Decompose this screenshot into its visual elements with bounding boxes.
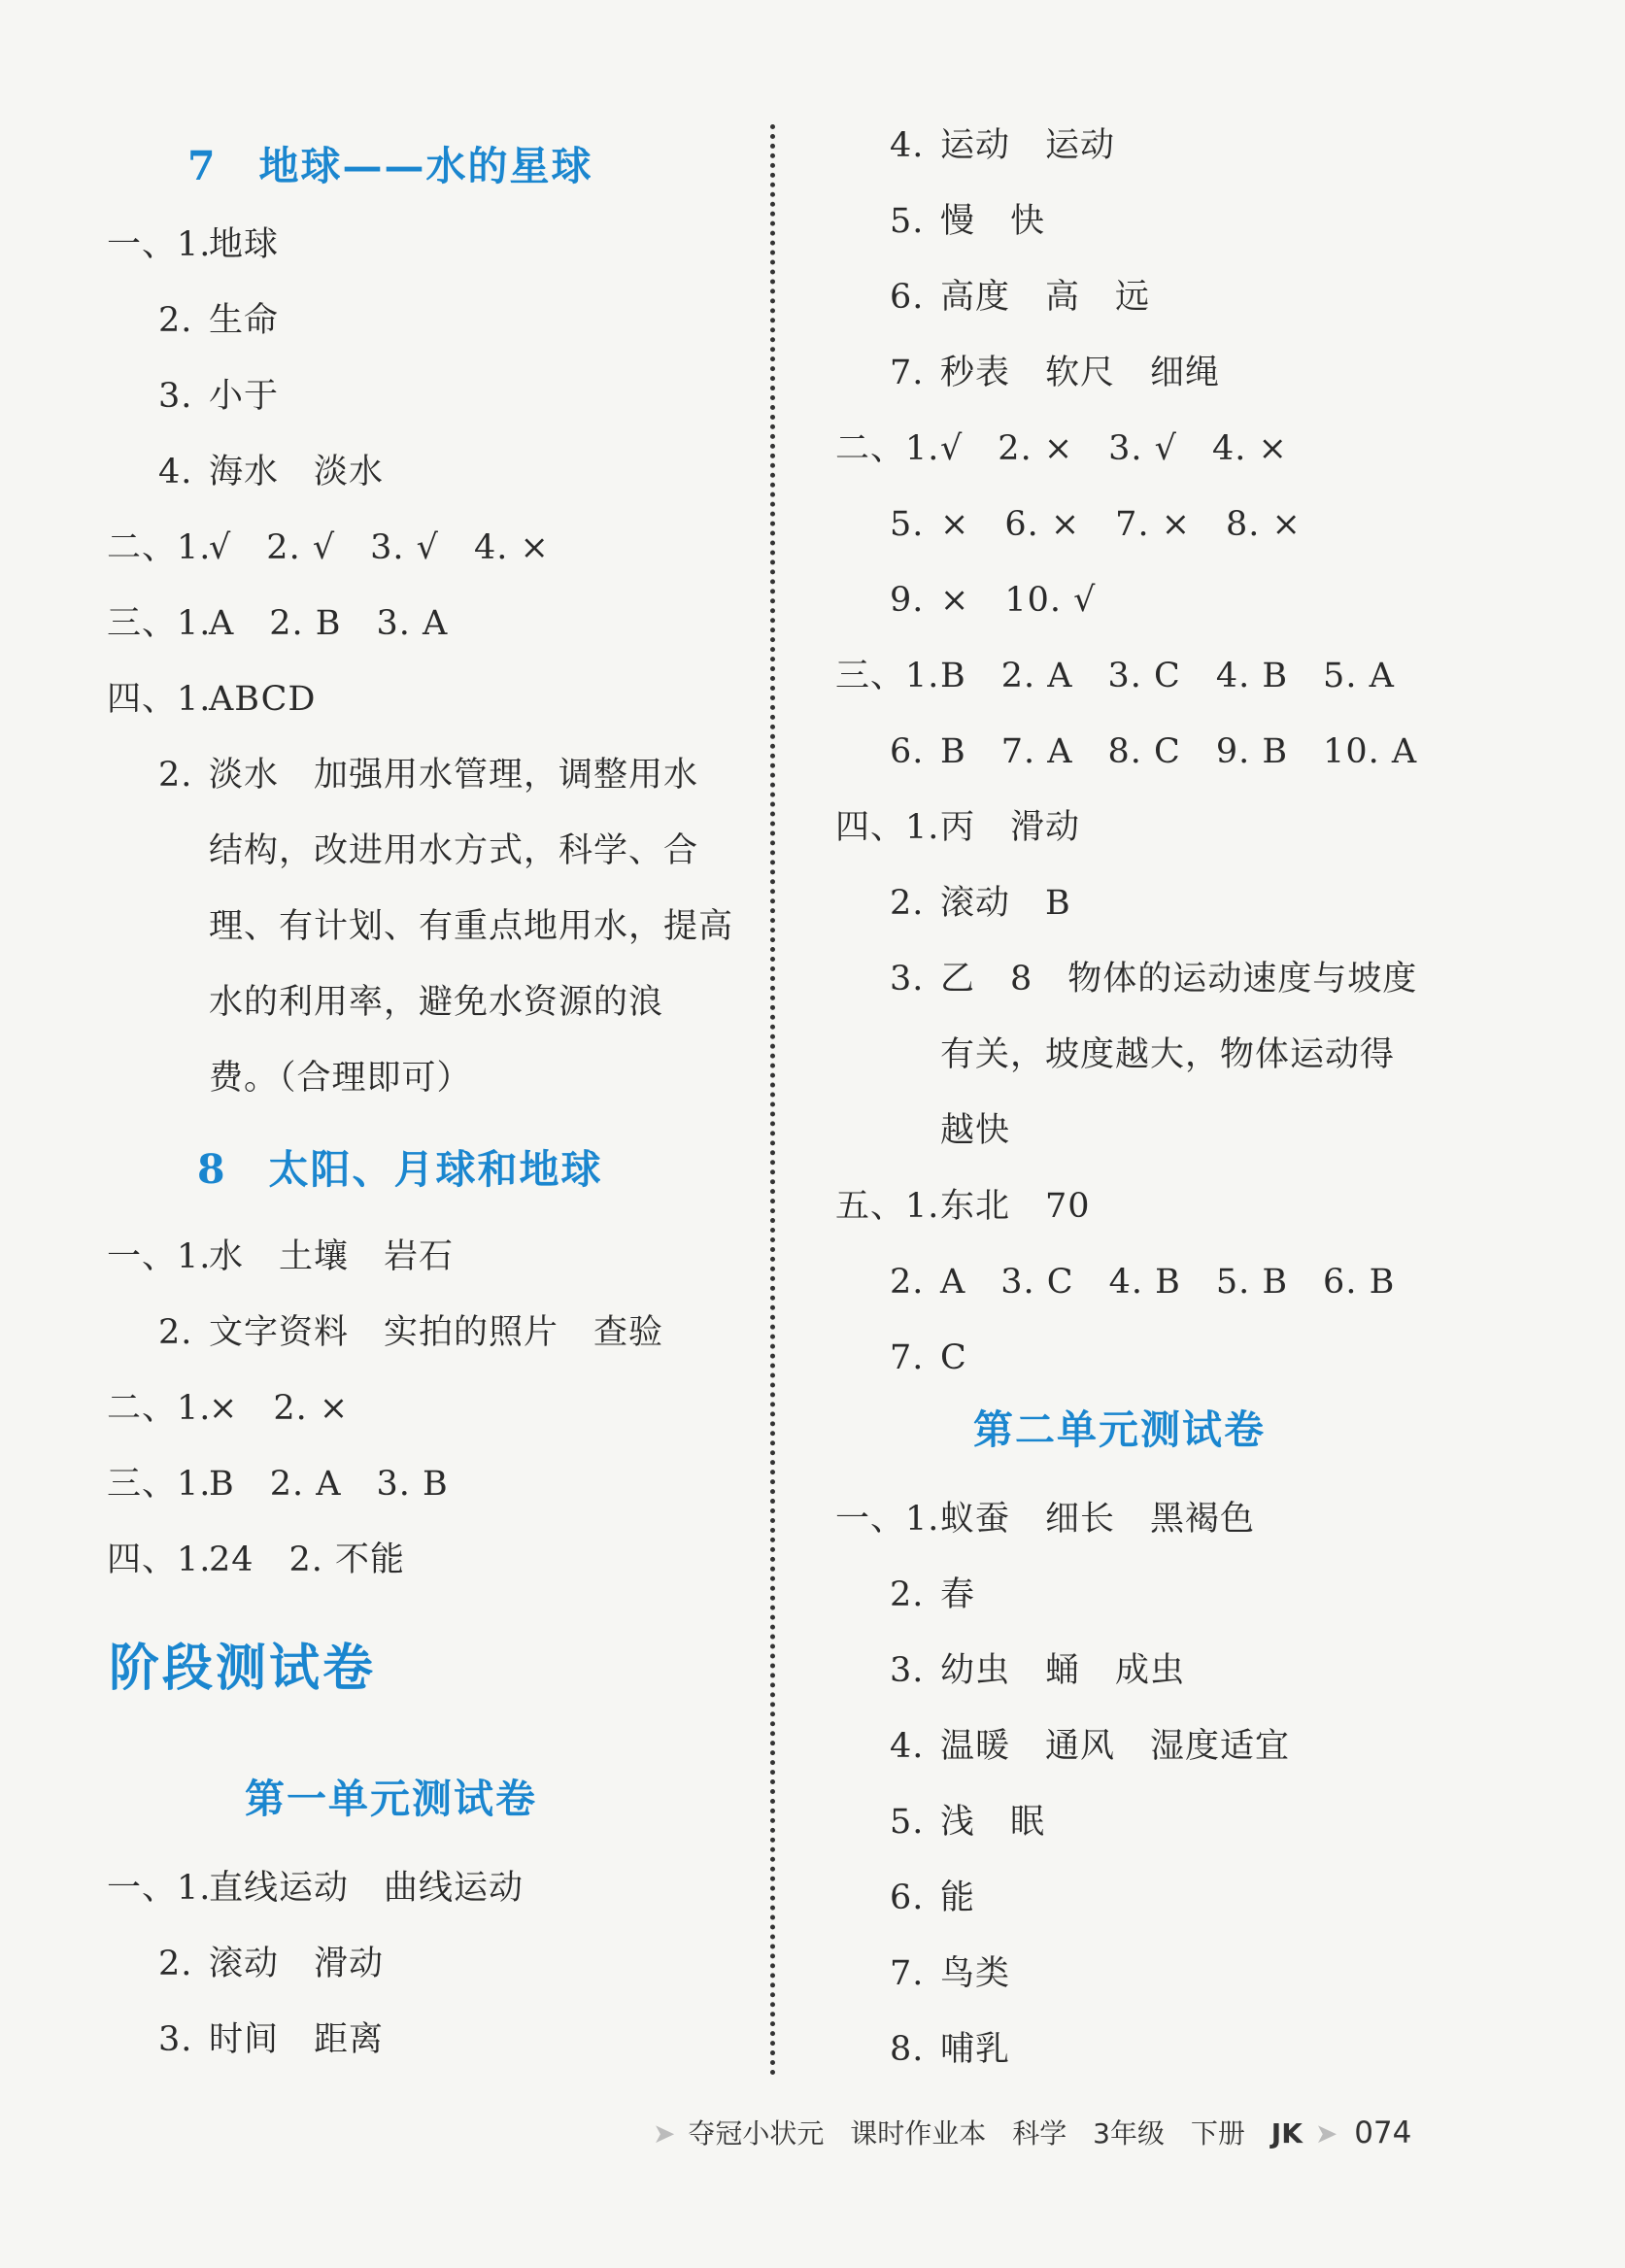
answer-line [107, 1867, 524, 1910]
answer-text: 秒表 软尺 细绳 [940, 354, 1221, 392]
answer-text: 滚动 B [940, 884, 1071, 923]
answer-label: 一、1. [107, 1237, 212, 1276]
answer-line [209, 1057, 472, 1100]
footer-grade: 3年级 [1093, 2117, 1165, 2150]
answer-label: 8. [890, 2030, 925, 2069]
answer-text: 费。（合理即可） [209, 1059, 472, 1098]
answer-label: 一、1. [107, 1869, 212, 1908]
page-number: 074 [1354, 2116, 1412, 2150]
answer-line [890, 1337, 967, 1379]
answer-line [890, 200, 1045, 243]
answer-line [158, 375, 279, 418]
answer-line [835, 427, 1288, 470]
answer-line [209, 981, 663, 1024]
answer-line [158, 754, 698, 796]
page-footer [653, 2114, 1429, 2153]
answer-text: 温暖 通风 湿度适宜 [940, 1727, 1291, 1766]
answer-line [107, 223, 279, 266]
section-title-7: 7 地球——水的星球 [187, 143, 593, 189]
answer-line [158, 2018, 384, 2061]
answer-line [107, 678, 317, 721]
stage-test-title: 阶段测试卷 [109, 1639, 377, 1698]
answer-text: √ 2. × 3. √ 4. × [940, 429, 1288, 468]
answer-text: 小于 [209, 377, 280, 416]
answer-line [890, 1877, 975, 1919]
answer-line [158, 1311, 663, 1354]
answer-line [107, 602, 448, 645]
answer-label: 2. [890, 1575, 925, 1614]
answer-label: 一、1. [107, 225, 212, 264]
answer-text: √ 2. √ 3. √ 4. × [209, 528, 550, 567]
answer-text: 文字资料 实拍的照片 查验 [209, 1313, 664, 1352]
answer-text: 慢 快 [940, 202, 1046, 241]
answer-text: 浅 眠 [940, 1803, 1046, 1842]
answer-text: 高度 高 远 [940, 278, 1151, 317]
answer-text: 滚动 滑动 [209, 1945, 385, 1983]
answer-line [890, 1801, 1045, 1844]
footer-subject: 科学 [1012, 2117, 1067, 2150]
answer-text: 直线运动 曲线运动 [209, 1869, 525, 1908]
answer-label: 一、1. [835, 1500, 940, 1539]
answer-line [107, 1236, 454, 1278]
answer-text: 生命 [209, 301, 280, 340]
answer-line [209, 829, 698, 872]
answer-line [890, 958, 1417, 1000]
answer-text: 乙 8 物体的运动速度与坡度 [940, 960, 1418, 999]
answer-line [835, 806, 1080, 849]
answer-text: 丙 滑动 [940, 808, 1081, 847]
answer-line [890, 579, 1096, 622]
answer-label: 4. [890, 1727, 925, 1766]
answer-line [890, 1574, 975, 1616]
answer-label: 四、1. [107, 1540, 212, 1579]
answer-line [890, 503, 1302, 546]
answer-text: 春 [940, 1575, 976, 1614]
answer-label: 5. [890, 505, 925, 544]
answer-text: 能 [940, 1879, 976, 1917]
answer-text: 水的利用率，避免水资源的浪 [209, 983, 664, 1022]
arrow-icon: ➤ [653, 2117, 676, 2150]
answer-label: 2. [158, 1313, 193, 1352]
answer-line [890, 352, 1220, 394]
answer-line [940, 1109, 1010, 1152]
answer-text: 淡水 加强用水管理，调整用水 [209, 756, 699, 795]
answer-text: 水 土壤 岩石 [209, 1237, 455, 1276]
answer-line [890, 1261, 1395, 1303]
answer-line [107, 1539, 405, 1581]
answer-line [835, 655, 1395, 697]
answer-line [890, 882, 1071, 925]
answer-text: B 7. A 8. C 9. B 10. A [940, 732, 1418, 771]
answer-line [107, 526, 550, 569]
answer-text: 运动 运动 [940, 126, 1116, 165]
answer-text: ABCD [209, 680, 317, 719]
answer-text: × 2. × [209, 1389, 350, 1428]
answer-label: 7. [890, 1338, 925, 1377]
answer-text: 越快 [940, 1111, 1011, 1150]
column-divider [770, 124, 775, 2077]
answer-label: 二、1. [835, 429, 940, 468]
footer-volume: 下册 [1190, 2117, 1245, 2150]
answer-label: 2. [890, 1263, 925, 1302]
answer-line [209, 905, 733, 948]
answer-label: 2. [158, 301, 193, 340]
answer-text: 东北 70 [940, 1187, 1091, 1226]
answer-line [158, 451, 384, 493]
answer-text: A 2. B 3. A [209, 604, 449, 643]
answer-line [890, 124, 1115, 167]
answer-text: 鸟类 [940, 1954, 1011, 1993]
answer-label: 2. [890, 884, 925, 923]
answer-text: B 2. A 3. B [209, 1465, 449, 1504]
answer-line [890, 2028, 1010, 2071]
answer-line [890, 1649, 1185, 1692]
answer-text: 地球 [209, 225, 280, 264]
answer-line [890, 276, 1150, 319]
answer-label: 五、1. [835, 1187, 940, 1226]
unit1-test-title: 第一单元测试卷 [245, 1776, 537, 1822]
answer-line [107, 1463, 449, 1506]
answer-label: 6. [890, 732, 925, 771]
answer-text: 结构，改进用水方式，科学、合 [209, 831, 699, 870]
answer-line [890, 1952, 1010, 1995]
answer-line [890, 1725, 1290, 1768]
answer-label: 二、1. [107, 528, 212, 567]
answer-label: 3. [890, 1651, 925, 1690]
section-title-8: 8 太阳、月球和地球 [197, 1146, 603, 1193]
answer-line [158, 1943, 384, 1985]
answer-label: 7. [890, 354, 925, 392]
footer-edition: JK [1270, 2117, 1303, 2150]
answer-label: 2. [158, 1945, 193, 1983]
answer-label: 2. [158, 756, 193, 795]
answer-text: 24 2. 不能 [209, 1540, 406, 1579]
answer-line [940, 1033, 1395, 1076]
answer-text: 哺乳 [940, 2030, 1011, 2069]
answer-text: B 2. A 3. C 4. B 5. A [940, 657, 1395, 695]
answer-label: 四、1. [835, 808, 940, 847]
answer-line [158, 299, 279, 342]
answer-line [890, 730, 1417, 773]
answer-label: 四、1. [107, 680, 212, 719]
answer-text: × 10. √ [940, 581, 1097, 620]
answer-label: 9. [890, 581, 925, 620]
answer-label: 4. [890, 126, 925, 165]
footer-brand: 夺冠小状元 [688, 2117, 825, 2150]
answer-label: 三、1. [835, 657, 940, 695]
answer-label: 6. [890, 278, 925, 317]
footer-book: 课时作业本 [850, 2117, 987, 2150]
answer-text: C [940, 1338, 967, 1377]
answer-text: 有关，坡度越大，物体运动得 [940, 1035, 1396, 1074]
answer-label: 7. [890, 1954, 925, 1993]
answer-label: 三、1. [107, 604, 212, 643]
answer-label: 三、1. [107, 1465, 212, 1504]
answer-label: 5. [890, 202, 925, 241]
answer-text: 蚁蚕 细长 黑褐色 [940, 1500, 1256, 1539]
answer-text: 时间 距离 [209, 2020, 385, 2059]
unit2-test-title: 第二单元测试卷 [973, 1406, 1266, 1453]
answer-line [835, 1185, 1091, 1228]
answer-line [107, 1387, 349, 1430]
answer-label: 4. [158, 453, 193, 491]
answer-label: 3. [158, 377, 193, 416]
arrow-icon: ➤ [1314, 2117, 1338, 2150]
answer-label: 3. [890, 960, 925, 999]
answer-text: 海水 淡水 [209, 453, 385, 491]
answer-text: A 3. C 4. B 5. B 6. B [940, 1263, 1396, 1302]
answer-label: 5. [890, 1803, 925, 1842]
answer-label: 6. [890, 1879, 925, 1917]
answer-text: × 6. × 7. × 8. × [940, 505, 1302, 544]
answer-label: 二、1. [107, 1389, 212, 1428]
answer-label: 3. [158, 2020, 193, 2059]
answer-text: 理、有计划、有重点地用水，提高 [209, 907, 734, 946]
answer-text: 幼虫 蛹 成虫 [940, 1651, 1186, 1690]
answer-line [835, 1498, 1255, 1540]
